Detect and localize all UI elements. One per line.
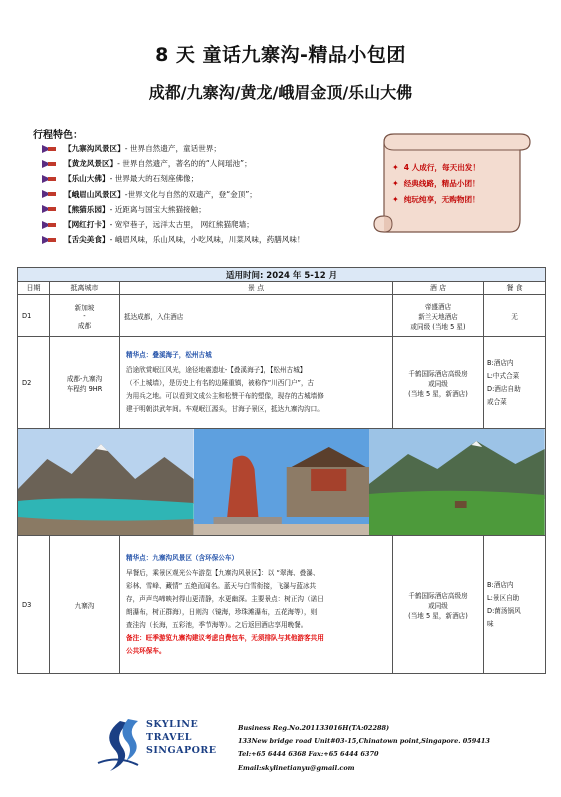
day-cell: D3: [18, 536, 50, 674]
table-row: [18, 536, 546, 674]
feature-item: 【熊猫乐园】 - 近距离与国宝大熊猫接触；: [42, 202, 372, 217]
header-hotel: 酒 店: [393, 282, 484, 295]
city-cell: 新加坡 - 成都: [50, 295, 120, 337]
meal-cell: B:酒店内 L:中式合菜 D:酒店自助 或合菜: [484, 337, 546, 429]
table-row: [18, 337, 546, 429]
page-subtitle: 成都/九寨沟/黄龙/峨眉金顶/乐山大佛: [148, 83, 413, 102]
header-date: 日期: [18, 282, 50, 295]
feature-item: 【黄龙风景区】 - 世界自然遗产，著名的的“人间瑶池”；: [42, 156, 372, 171]
feature-item: 【峨眉山风景区】 -世界文化与自然的双遗产，登“金顶”；: [42, 187, 372, 202]
meadow-valley-photo: [369, 429, 545, 535]
arrow-bullet-icon: [42, 189, 58, 199]
features-list: [42, 141, 372, 247]
meal-cell: 无: [484, 295, 546, 337]
feature-item: 【舌尖美食】 - 峨眉风味，乐山风味，小吃风味，川菜风味，药膳风味！: [42, 232, 372, 247]
features-label: 行程特色：: [33, 130, 83, 141]
company-phone: Tel:+65 6444 6368 Fax:+65 6444 6370: [238, 750, 379, 759]
city-cell: 成都-九寨沟 车程约 9HR: [50, 337, 120, 429]
city-cell: 九寨沟: [50, 536, 120, 674]
column-headers: [18, 282, 546, 295]
photo-row: [18, 429, 546, 536]
feature-item: 【乐山大佛】 - 世界最大的石刻座佛像；: [42, 171, 372, 186]
arrow-bullet-icon: [42, 204, 58, 214]
highlights-list: [392, 160, 480, 208]
star-bullet-icon: ✦: [392, 195, 399, 204]
company-name: SKYLINE TRAVEL SINGAPORE: [146, 719, 217, 756]
day-cell: D2: [18, 337, 50, 429]
business-reg: Business Reg.No.201133016H(TA:02288): [238, 724, 390, 732]
itinerary-table: [17, 267, 546, 674]
period-header: 适用时间: 2024 年 5-12 月: [18, 268, 546, 282]
hotel-cell: 千鹤国际酒店高级房 或同级 (当地 5 星，新酒店): [393, 536, 484, 674]
spot-cell: 抵达成都，入住酒店: [120, 295, 393, 337]
arrow-bullet-icon: [42, 159, 58, 169]
feature-item: 【九寨沟风景区】 - 世界自然遗产，童话世界；: [42, 141, 372, 156]
arrow-bullet-icon: [42, 144, 58, 154]
arrow-bullet-icon: [42, 220, 58, 230]
company-address: 133New bridge road Unit#03-15,Chinatown point,Singapore. 059413: [238, 737, 490, 746]
arrow-bullet-icon: [42, 174, 58, 184]
ancient-city-gate-photo: [194, 429, 370, 535]
star-bullet-icon: ✦: [392, 163, 399, 172]
highlights-scroll: [370, 128, 535, 238]
company-email: Email:skylinetianyu@gmail.com: [238, 763, 355, 772]
meal-cell: B:酒店内 L:景区自助 D:菌汤锅风 味: [484, 536, 546, 674]
header-meal: 餐 食: [484, 282, 546, 295]
spot-cell: 精华点：叠溪海子，松州古城 沿途欣赏岷江风光，途径地震遗址-【叠溪海子】，【松州古城】 （不上城墙），是历史上有名的边陲重镇，被称作“川西门户”，古 为用兵之地。可以看到文成公主和松赞干布的塑像，现存的古城墙修 建于明朝洪武年间。车观岷江源头，甘海子景区，抵达九寨沟沟口。: [120, 337, 393, 429]
feature-item: 【网红打卡】 - 宽窄巷子，远洋太古里， 网红熊猫爬墙；: [42, 217, 372, 232]
company-info: [238, 722, 490, 775]
spot-cell: 精华点：九寨沟风景区（含环保公车） 早餐后，乘景区观光公车游览【九寨沟风景区】：以 “翠海、叠瀑、 彩林、雪峰、藏情” 五绝而闻名。蓝天与白雪衔接，飞瀑与蓝冰共 存，声声鸟啼映衬得山更清静，水更幽深。主要景点：树正沟（诺日 朗瀑布，树正群海），日则沟（镜海，珍珠滩瀑布，五花海等），则 查洼沟（长海，五彩池，季节海等）。之后返回酒店享用晚餐。 备注：旺季游览九寨沟建议考虑自费包车，无须排队与其他游客共用 公共环保车。: [120, 536, 393, 674]
header-city: 抵离城市: [50, 282, 120, 295]
hotel-cell: 千鹤国际酒店高级房 或同级 (当地 5 星，新酒店): [393, 337, 484, 429]
day-cell: D1: [18, 295, 50, 337]
highlight-item: ✦ 纯玩纯享，无购物团！: [392, 192, 480, 208]
hotel-cell: 帝盛酒店 新兰天地酒店 或同级 (当地 5 星): [393, 295, 484, 337]
table-row: [18, 295, 546, 337]
page-title: 8 天 童话九寨沟-精品小包团: [155, 44, 406, 66]
highlight-item: ✦ 经典线路，精品小团！: [392, 176, 480, 192]
star-bullet-icon: ✦: [392, 179, 399, 188]
header-spot: 景 点: [120, 282, 393, 295]
lake-mountain-photo: [18, 429, 194, 535]
highlight-item: ✦ 4 人成行，每天出发！: [392, 160, 480, 176]
arrow-bullet-icon: [42, 235, 58, 245]
